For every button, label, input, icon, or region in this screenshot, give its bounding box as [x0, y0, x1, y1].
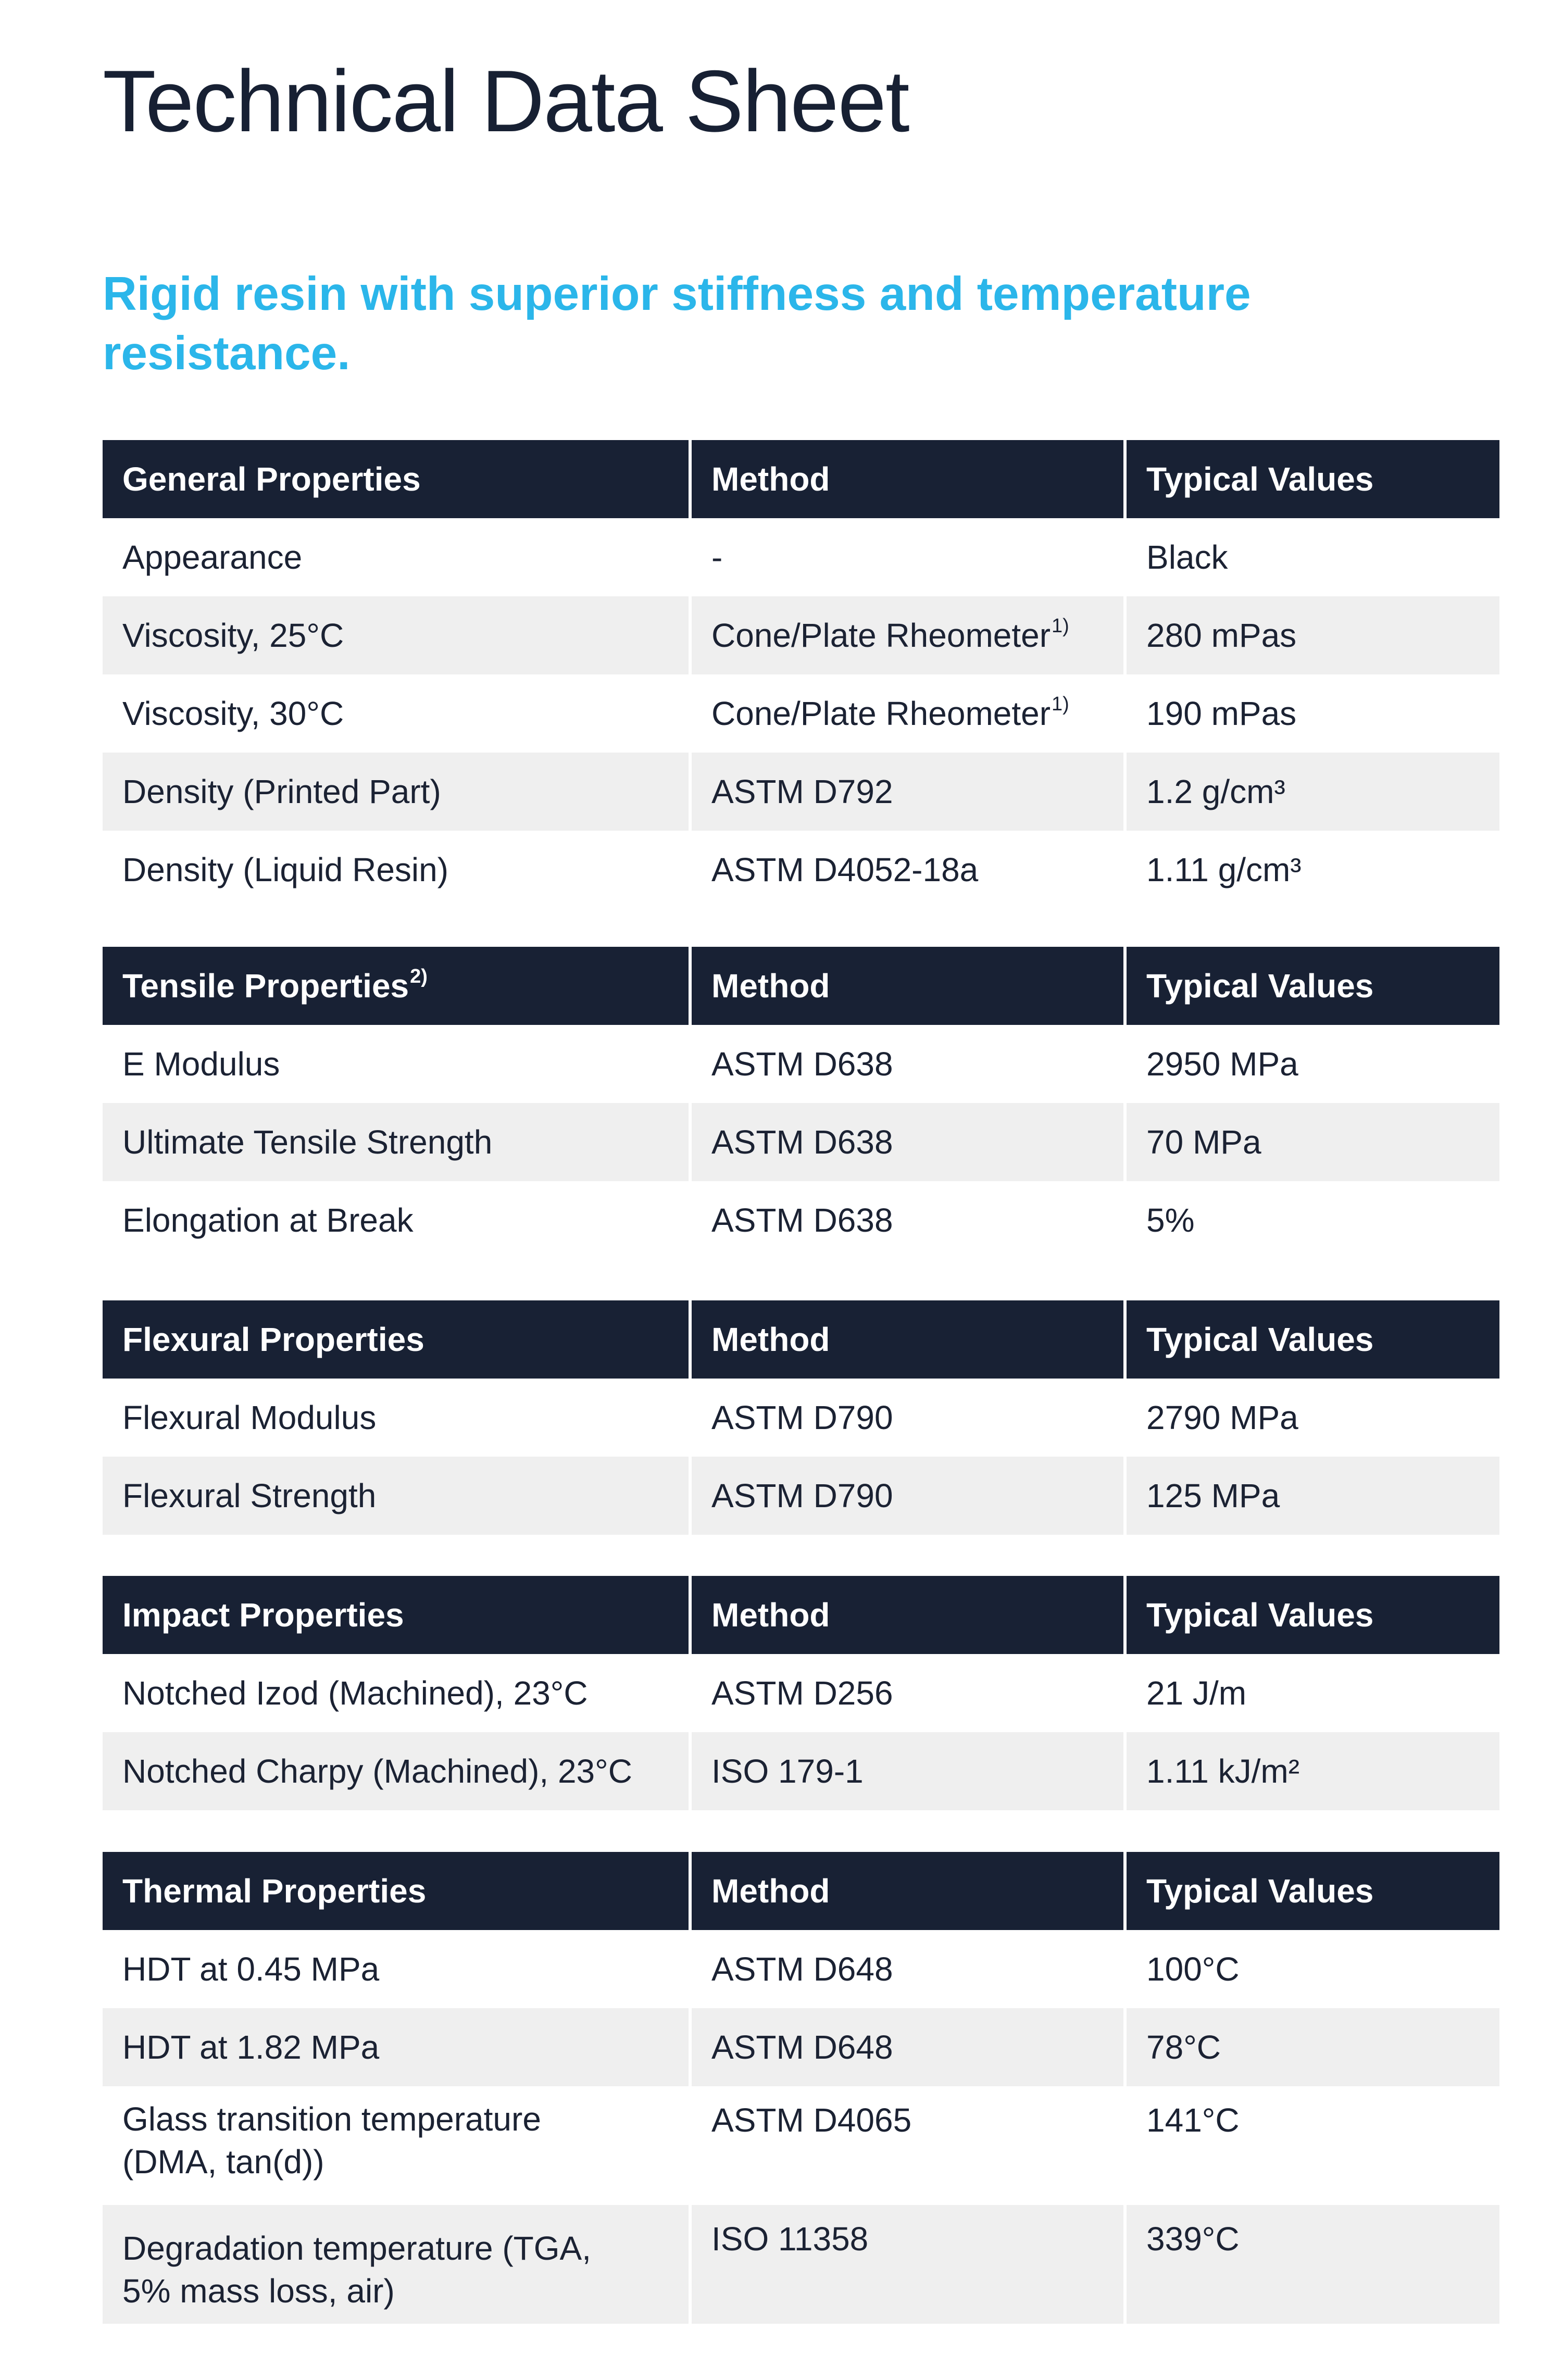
table-row	[103, 1103, 1499, 1181]
property-line: Degradation temperature (TGA,	[122, 2229, 591, 2267]
value-cell: 141°C	[1123, 2086, 1499, 2205]
thermal-properties-table	[103, 1852, 1499, 2324]
value-cell: Black	[1123, 518, 1499, 596]
method-header: Method	[689, 1300, 1123, 1379]
table-header-row	[103, 440, 1499, 518]
table-row	[103, 1930, 1499, 2008]
value-cell: 1.11 kJ/m²	[1123, 1732, 1499, 1810]
property-cell: Notched Charpy (Machined), 23°C	[103, 1732, 689, 1810]
value-cell: 190 mPas	[1123, 674, 1499, 753]
property-cell: Flexural Modulus	[122, 1399, 377, 1436]
property-cell: Viscosity, 30°C	[122, 695, 344, 732]
section-header: Impact Properties	[103, 1576, 689, 1654]
table-row	[103, 1732, 1499, 1810]
method-cell: -	[689, 518, 1123, 596]
tensile-properties-table	[103, 947, 1499, 1259]
method-header: Method	[689, 440, 1123, 518]
table-header-row	[103, 947, 1499, 1025]
method-cell: ASTM D648	[689, 1930, 1123, 2008]
table-row	[103, 1379, 1499, 1457]
value-cell: 70 MPa	[1123, 1103, 1499, 1181]
values-header: Typical Values	[1123, 440, 1499, 518]
table-row	[103, 674, 1499, 753]
method-cell: ASTM D648	[689, 2008, 1123, 2086]
method-cell: ASTM D4052-18a	[689, 831, 1123, 909]
property-cell	[103, 2205, 689, 2324]
footnote-marker: 1)	[1052, 615, 1069, 637]
property-cell: E Modulus	[122, 1045, 280, 1083]
value-cell: 339°C	[1123, 2205, 1499, 2324]
table-row	[103, 518, 1499, 596]
values-header: Typical Values	[1123, 947, 1499, 1025]
value-cell: 2950 MPa	[1123, 1025, 1499, 1103]
property-cell	[103, 2086, 689, 2205]
page-subtitle: Rigid resin with superior stiffness and temperature resistance.	[103, 268, 1251, 380]
table-row	[103, 1025, 1499, 1103]
value-cell: 2790 MPa	[1123, 1379, 1499, 1457]
footnote-marker: 1)	[1052, 693, 1069, 715]
section-header: Flexural Properties	[103, 1300, 689, 1379]
method-text: Cone/Plate Rheometer	[711, 617, 1051, 654]
method-cell: ASTM D790	[689, 1457, 1123, 1535]
table-row	[103, 1181, 1499, 1259]
property-cell: Elongation at Break	[122, 1201, 414, 1239]
property-cell: HDT at 1.82 MPa	[103, 2008, 689, 2086]
method-cell	[689, 596, 1123, 674]
table-row	[103, 1654, 1499, 1732]
table-row	[103, 1457, 1499, 1535]
section-header-text: Tensile Properties	[122, 967, 409, 1005]
property-cell: Density (Liquid Resin)	[122, 851, 449, 888]
table-row	[103, 596, 1499, 674]
section-header: General Properties	[103, 440, 689, 518]
table-row	[103, 831, 1499, 909]
value-cell: 21 J/m	[1123, 1654, 1499, 1732]
general-properties-table	[103, 440, 1499, 909]
table-header-row	[103, 1300, 1499, 1379]
flexural-properties-table	[103, 1300, 1499, 1535]
table-header-row	[103, 1576, 1499, 1654]
property-cell: Flexural Strength	[103, 1457, 689, 1535]
table-row	[103, 2008, 1499, 2086]
method-cell: ISO 179-1	[689, 1732, 1123, 1810]
method-cell: ASTM D256	[689, 1654, 1123, 1732]
table-row	[103, 2086, 1499, 2205]
property-cell: Viscosity, 25°C	[103, 596, 689, 674]
property-cell: Ultimate Tensile Strength	[103, 1103, 689, 1181]
value-cell: 280 mPas	[1123, 596, 1499, 674]
values-header: Typical Values	[1123, 1576, 1499, 1654]
method-text: Cone/Plate Rheometer	[711, 695, 1051, 732]
table-row	[103, 2205, 1499, 2324]
value-cell: 1.11 g/cm³	[1123, 831, 1499, 909]
method-cell: ASTM D638	[689, 1025, 1123, 1103]
table-row	[103, 753, 1499, 831]
method-cell: ASTM D790	[689, 1379, 1123, 1457]
method-header: Method	[689, 947, 1123, 1025]
page-title: Technical Data Sheet	[103, 52, 909, 150]
value-cell: 5%	[1123, 1181, 1499, 1259]
property-cell: HDT at 0.45 MPa	[122, 1950, 380, 1988]
property-cell: Notched Izod (Machined), 23°C	[122, 1674, 588, 1712]
footnote-marker: 2)	[410, 966, 428, 987]
property-cell: Appearance	[122, 538, 303, 576]
impact-properties-table	[103, 1576, 1499, 1810]
values-header: Typical Values	[1123, 1852, 1499, 1930]
method-cell	[689, 674, 1123, 753]
method-cell: ASTM D4065	[689, 2086, 1123, 2205]
method-cell: ASTM D792	[689, 753, 1123, 831]
value-cell: 1.2 g/cm³	[1123, 753, 1499, 831]
method-header: Method	[689, 1576, 1123, 1654]
property-line: (DMA, tan(d))	[122, 2143, 324, 2181]
property-cell: Density (Printed Part)	[103, 753, 689, 831]
method-cell: ISO 11358	[689, 2205, 1123, 2324]
section-header	[103, 947, 689, 1025]
section-header: Thermal Properties	[103, 1852, 689, 1930]
values-header: Typical Values	[1123, 1300, 1499, 1379]
value-cell: 78°C	[1123, 2008, 1499, 2086]
value-cell: 125 MPa	[1123, 1457, 1499, 1535]
method-cell: ASTM D638	[689, 1103, 1123, 1181]
method-cell: ASTM D638	[689, 1181, 1123, 1259]
property-line: 5% mass loss, air)	[122, 2272, 395, 2310]
property-line: Glass transition temperature	[122, 2100, 541, 2138]
method-header: Method	[689, 1852, 1123, 1930]
table-header-row	[103, 1852, 1499, 1930]
value-cell: 100°C	[1123, 1930, 1499, 2008]
